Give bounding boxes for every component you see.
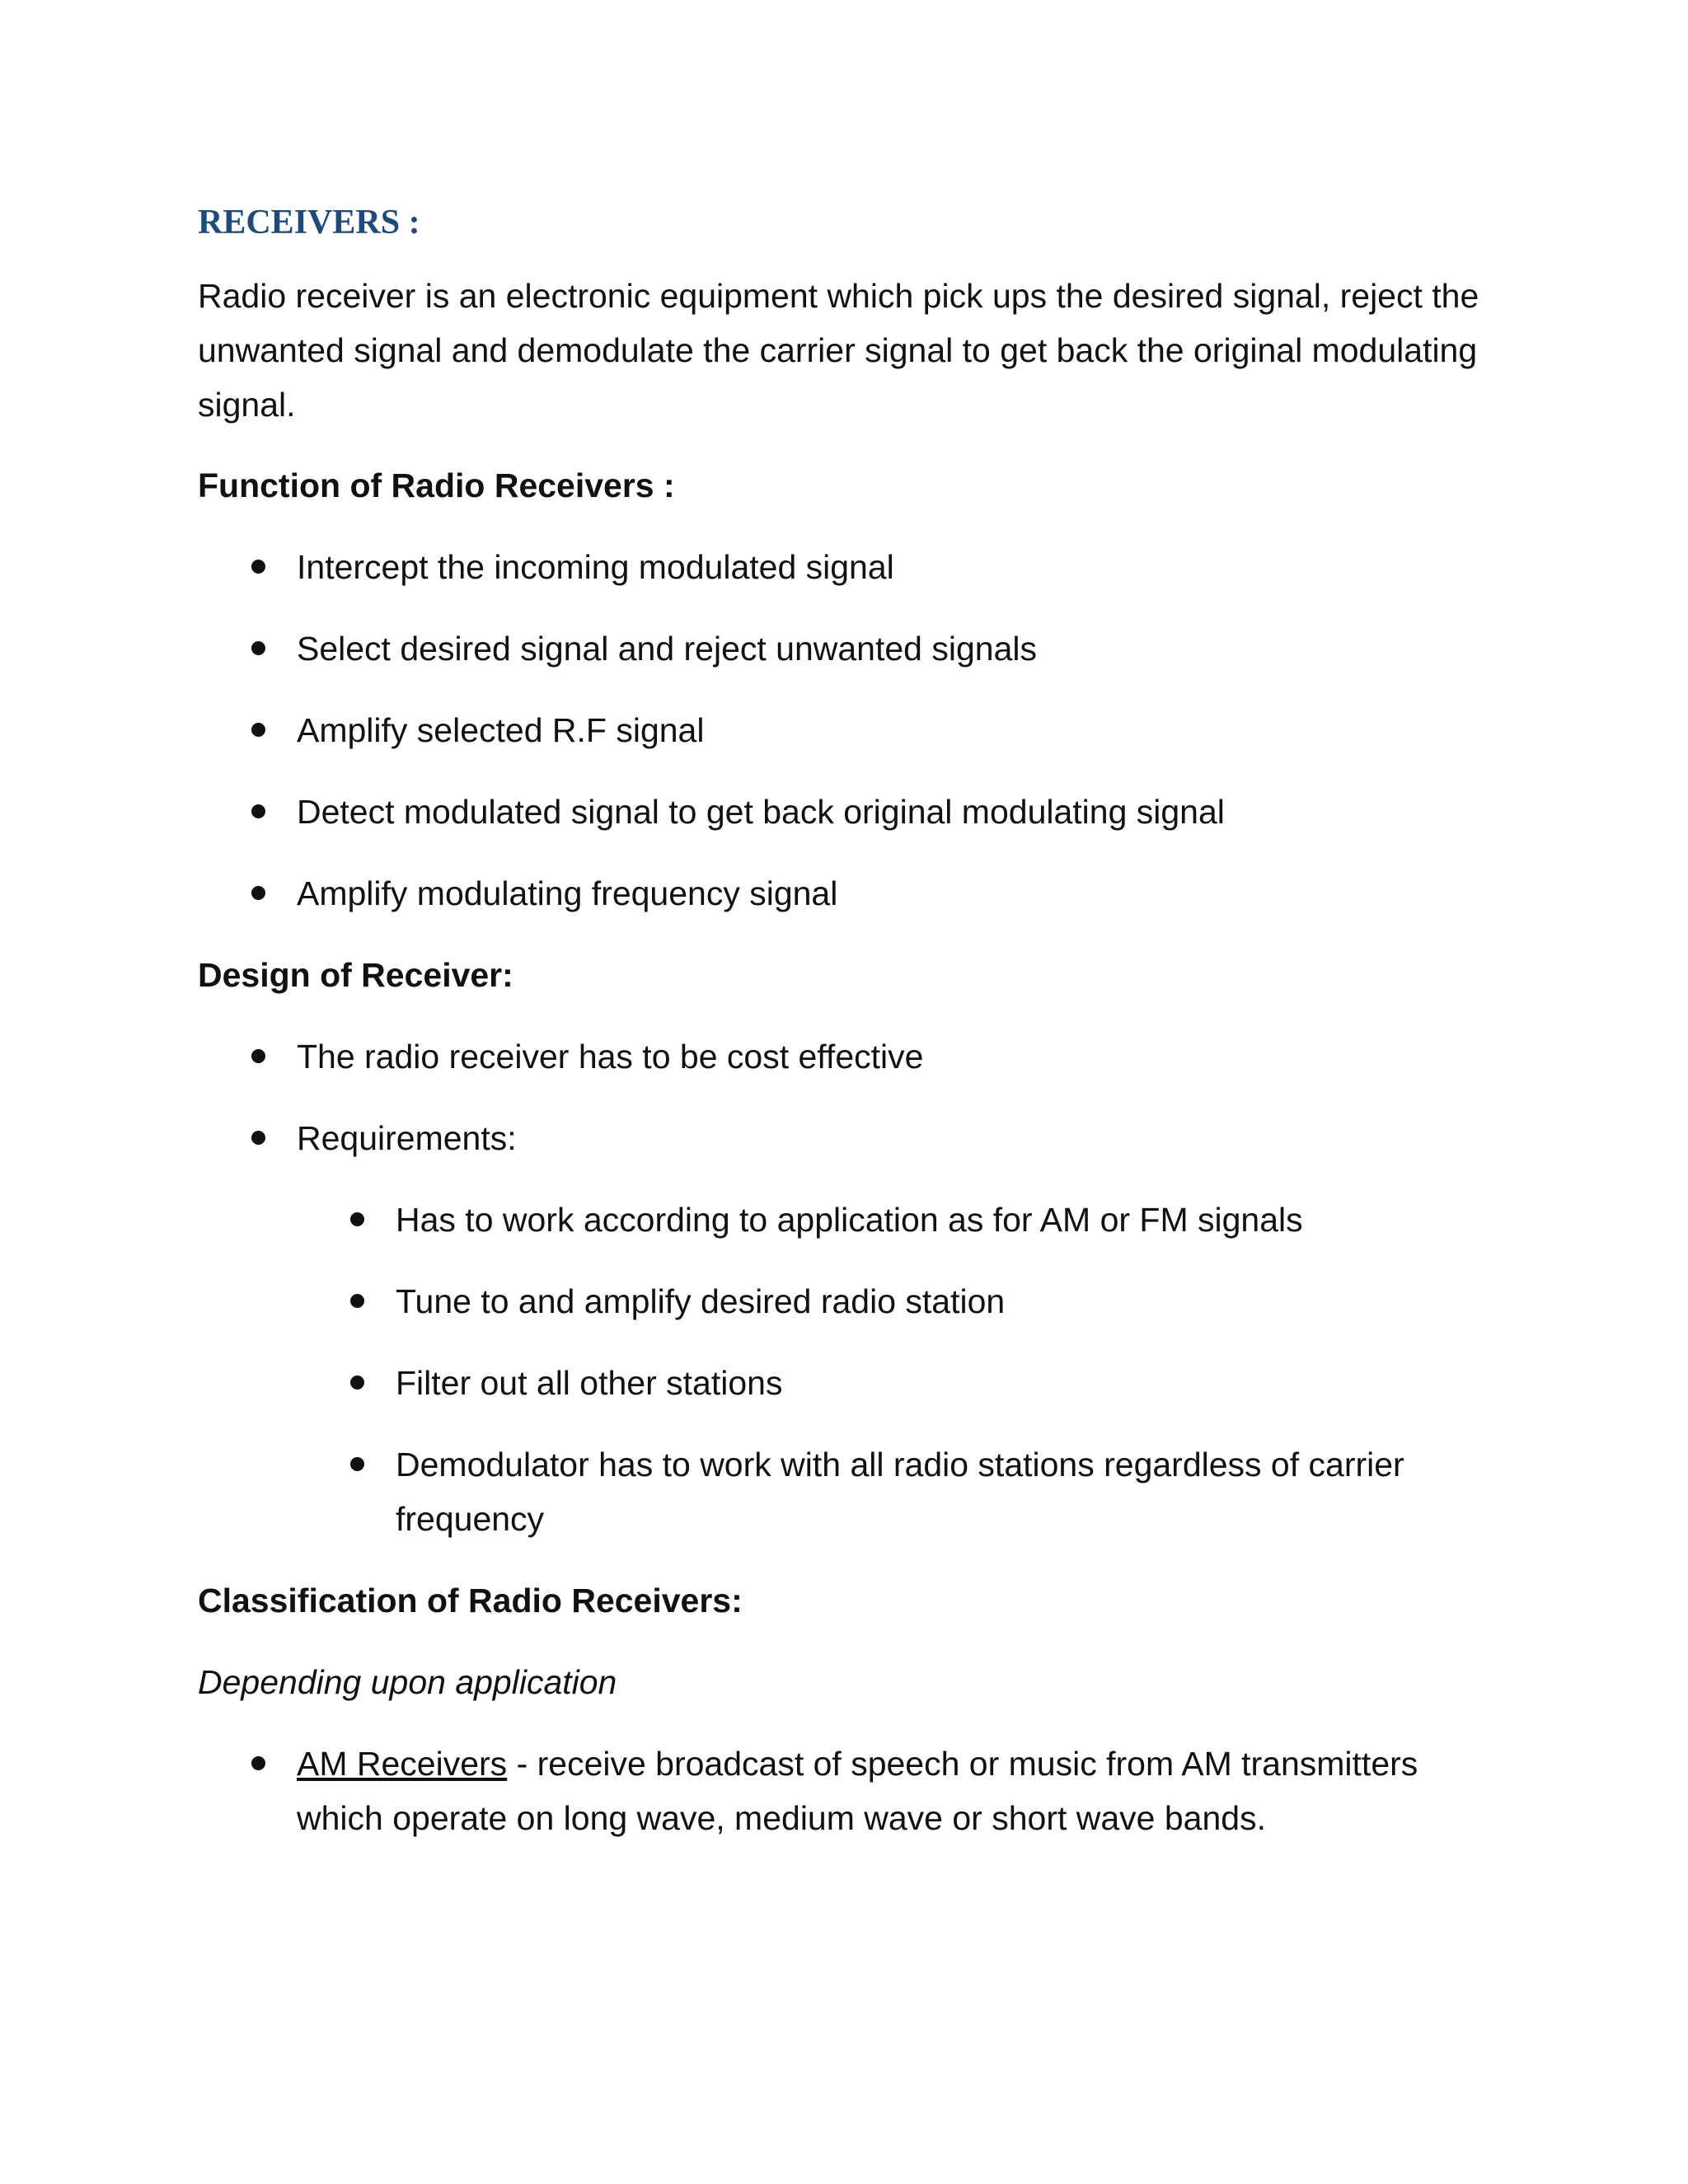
bullet-icon [251, 723, 265, 737]
am-receivers-link[interactable]: AM Receivers [297, 1745, 508, 1783]
classification-list [198, 1736, 1490, 1845]
list-item [198, 1274, 1490, 1329]
bullet-icon [350, 1457, 364, 1471]
list-item-text: Requirements: [297, 1119, 517, 1157]
bullet-icon [251, 886, 265, 900]
bullet-icon [251, 560, 265, 574]
list-item [198, 1437, 1490, 1546]
list-item-text: Detect modulated signal to get back original modulating signal [297, 793, 1225, 831]
bullet-icon [251, 1131, 265, 1145]
functions-heading: Function of Radio Receivers : [198, 466, 675, 504]
page-title: RECEIVERS : [198, 204, 420, 241]
list-item-text: Amplify modulating frequency signal [297, 874, 838, 912]
classification-subheading: Depending upon application [198, 1663, 617, 1701]
list-item-text: Select desired signal and reject unwanted signals [297, 630, 1037, 668]
bullet-icon [350, 1294, 364, 1308]
list-item [198, 540, 1490, 594]
design-heading: Design of Receiver: [198, 956, 513, 994]
list-item-text: Amplify selected R.F signal [297, 711, 705, 749]
functions-list [198, 540, 1490, 921]
bullet-icon [251, 1049, 265, 1063]
list-item [198, 1736, 1490, 1845]
bullet-icon [350, 1376, 364, 1390]
list-item [198, 621, 1490, 676]
intro-paragraph: Radio receiver is an electronic equipment which pick ups the desired signal, reject the unwanted signal and demodulate the carrier signal to get back the original modulating signal. [198, 277, 1479, 424]
list-item [198, 1193, 1490, 1247]
list-item [198, 1029, 1490, 1084]
list-item [198, 785, 1490, 839]
list-item-text: Tune to and amplify desired radio station [396, 1282, 1006, 1320]
bullet-icon [350, 1212, 364, 1226]
requirements-list [198, 1193, 1490, 1546]
list-item-text: Demodulator has to work with all radio stations regardless of carrier frequency [396, 1446, 1404, 1538]
list-item [198, 866, 1490, 921]
list-item [198, 703, 1490, 757]
list-item [198, 1111, 1490, 1165]
list-item-text: The radio receiver has to be cost effective [297, 1038, 924, 1076]
bullet-icon [251, 1756, 265, 1770]
list-item-text: Has to work according to application as for AM or FM signals [396, 1201, 1303, 1239]
list-item-text: Filter out all other stations [396, 1364, 783, 1402]
list-item-text: - receive broadcast of speech or music from AM transmitters which operate on long wave, medium wave or short wave bands. [297, 1745, 1418, 1837]
list-item [198, 1356, 1490, 1410]
bullet-icon [251, 641, 265, 655]
design-list [198, 1029, 1490, 1165]
bullet-icon [251, 804, 265, 818]
classification-heading: Classification of Radio Receivers: [198, 1582, 743, 1619]
list-item-text: Intercept the incoming modulated signal [297, 548, 894, 586]
